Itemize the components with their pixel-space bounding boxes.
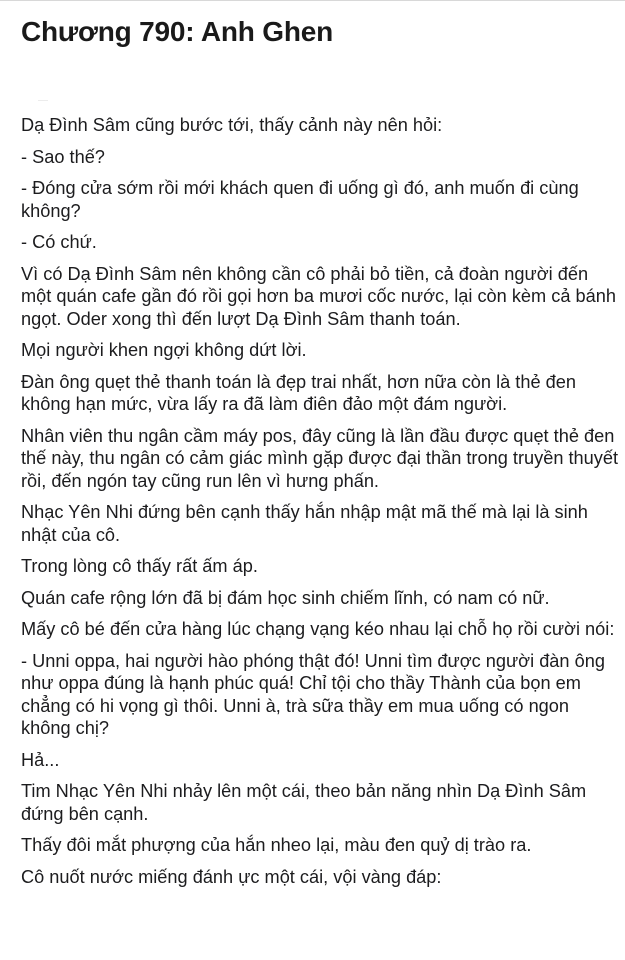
paragraph: Tim Nhạc Yên Nhi nhảy lên một cái, theo bản năng nhìn Dạ Đình Sâm đứng bên cạnh. [21,781,587,824]
top-divider [0,0,625,1]
chapter-title: Chương 790: Anh Ghen [21,16,334,47]
section-divider [38,100,48,101]
paragraph: Đàn ông quẹt thẻ thanh toán là đẹp trai nhất, hơn nữa còn là thẻ đen không hạn mức, vừa lấy ra đã làm điên đảo một đám người. [21,371,576,414]
paragraph: Nhạc Yên Nhi đứng bên cạnh thấy hắn nhập mật mã thế mà lại là sinh nhật của cô. [21,502,588,545]
paragraph: Thấy đôi mắt phượng của hắn nheo lại, màu đen quỷ dị trào ra. [21,835,532,855]
paragraph: Hả... [21,749,60,770]
paragraph: Cô nuốt nước miếng đánh ực một cái, vội vàng đáp: [21,866,442,887]
chapter-body [21,114,619,897]
paragraph: Quán cafe rộng lớn đã bị đám học sinh chiếm lĩnh, có nam có nữ. [21,587,550,608]
paragraph: Trong lòng cô thấy rất ấm áp. [21,556,258,576]
paragraph: Mọi người khen ngợi không dứt lời. [21,340,307,360]
paragraph: - Sao thế? [21,146,105,167]
paragraph: Nhân viên thu ngân cầm máy pos, đây cũng là lần đầu được quẹt thẻ đen thế này, thu ngân có cảm giác mình gặp được đại thần trong truyền thuyết rồi, đến ngón tay cũng run lên vì hưng phấn. [21,425,619,491]
paragraph: - Có chứ. [21,232,97,252]
paragraph: Dạ Đình Sâm cũng bước tới, thấy cảnh này nên hỏi: [21,115,443,135]
paragraph: - Đóng cửa sớm rồi mới khách quen đi uống gì đó, anh muốn đi cùng không? [21,178,579,221]
paragraph: Mấy cô bé đến cửa hàng lúc chạng vạng kéo nhau lại chỗ họ rồi cười nói: [21,619,615,639]
paragraph: - Unni oppa, hai người hào phóng thật đó! Unni tìm được người đàn ông như oppa đúng là hạnh phúc quá! Chỉ tội cho thầy Thành của bọn em chẳng có hi vọng gì thôi. Unni à, trà sữa thầy em mua uống có ngon không chị? [21,650,605,738]
paragraph: Vì có Dạ Đình Sâm nên không cần cô phải bỏ tiền, cả đoàn người đến một quán cafe gần đó rồi gọi hơn ba mươi cốc nước, lại còn kèm cả bánh ngọt. Oder xong thì đến lượt Dạ Đình Sâm thanh toán. [21,263,616,329]
